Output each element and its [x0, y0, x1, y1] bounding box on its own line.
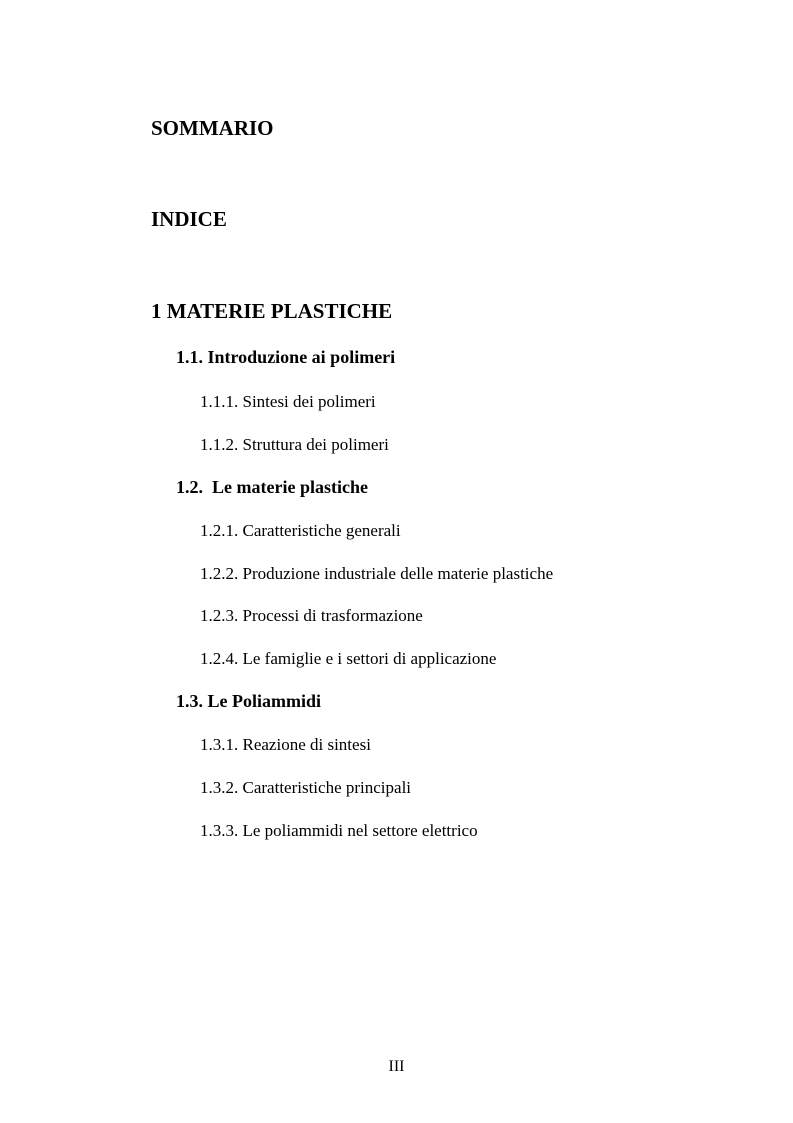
- heading-indice: INDICE: [151, 207, 227, 231]
- toc-entry: 1.1.2. Struttura dei polimeri: [200, 435, 389, 454]
- toc-entry: 1.2.1. Caratteristiche generali: [200, 521, 401, 540]
- subsection-title: 1.3. Le Poliammidi: [176, 691, 321, 711]
- toc-entry: 1.2.3. Processi di trasformazione: [200, 606, 423, 625]
- toc-entry: 1.3.3. Le poliammidi nel settore elettrico: [200, 821, 478, 840]
- toc-entry: 1.2.4. Le famiglie e i settori di applicazione: [200, 649, 497, 668]
- page-number: III: [388, 1058, 405, 1075]
- toc-entry: 1.2.2. Produzione industriale delle materie plastiche: [200, 564, 554, 583]
- toc-entry: 1.1.1. Sintesi dei polimeri: [200, 392, 376, 411]
- toc-entry: 1.3.2. Caratteristiche principali: [200, 778, 412, 797]
- heading-sommario: SOMMARIO: [151, 116, 274, 140]
- subsection-title: 1.2. Le materie plastiche: [176, 477, 368, 497]
- chapter-title: 1 MATERIE PLASTICHE: [151, 299, 393, 323]
- subsection-title: 1.1. Introduzione ai polimeri: [176, 347, 396, 367]
- toc-entry: 1.3.1. Reazione di sintesi: [200, 735, 371, 754]
